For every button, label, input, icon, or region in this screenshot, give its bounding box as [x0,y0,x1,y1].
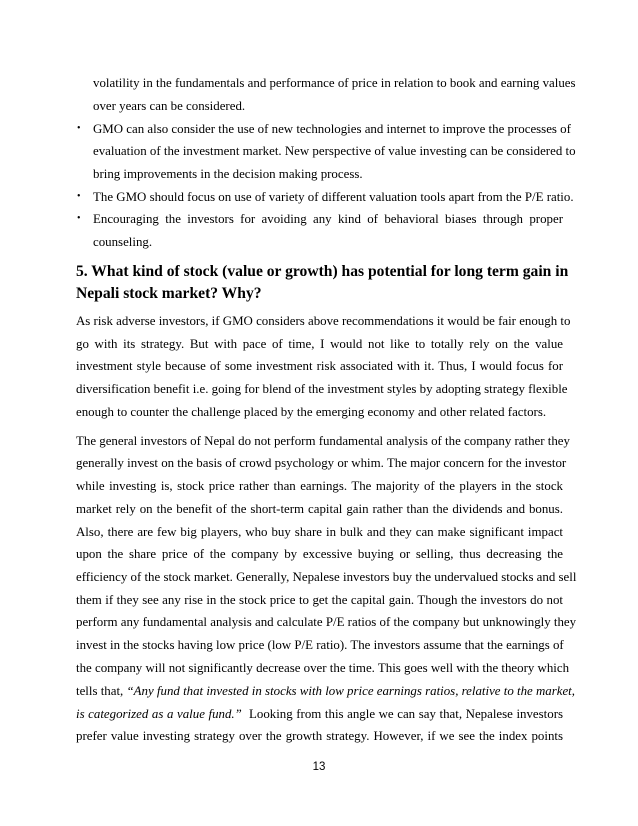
paragraph-line: go with its strategy. But with pace of time, I would not like to totally rely on the value [76,337,563,351]
bullet-icon: • [77,213,81,224]
text-line: volatility in the fundamentals and performance of price in relation to book and earning values [93,76,576,90]
bullet-text: GMO can also consider the use of new technologies and internet to improve the processes of [93,122,571,136]
paragraph-line: invest in the stocks having low price (low P/E ratio). The investors assume that the earnings of [76,638,564,652]
paragraph-line: diversification benefit i.e. going for blend of the investment styles by adopting strategy flexible [76,382,568,396]
bullet-text: Encouraging the investors for avoiding any kind of behavioral biases through proper [93,212,563,226]
paragraph-line: enough to counter the challenge placed by the emerging economy and other related factors. [76,405,547,419]
quote-text: “Any fund that invested in stocks with low price earnings ratios, relative to the market, [126,684,575,698]
paragraph-line-with-quote [76,706,563,722]
paragraph-line: them if they see any rise in the stock price to get the capital gain. Though the investors do not [76,593,563,607]
paragraph-line: generally invest on the basis of crowd psychology or whim. The major concern for the investor [76,456,567,470]
bullet-text: counseling. [93,235,153,249]
paragraph-line: prefer value investing strategy over the growth strategy. However, if we see the index points [76,729,563,743]
section-heading: Nepali stock market? Why? [76,285,262,302]
paragraph-line: As risk adverse investors, if GMO considers above recommendations it would be fair enough to [76,314,571,328]
paragraph-line: efficiency of the stock market. Generally, Nepalese investors buy the undervalued stocks and sell [76,570,577,584]
paragraph-line: investment style because of some investment risk associated with it. Thus, I would focus for [76,359,563,373]
bullet-icon: • [77,123,81,134]
quote-text: is categorized as a value fund.” [76,707,242,721]
paragraph-line: Also, there are few big players, who buy share in bulk and they can make significant impact [76,525,563,539]
bullet-text: bring improvements in the decision making process. [93,167,363,181]
bullet-text: The GMO should focus on use of variety of different valuation tools apart from the P/E ratio. [93,190,574,204]
bullet-icon: • [77,191,81,202]
paragraph-line: upon the share price of the company by excessive buying or selling, thus decreasing the [76,547,563,561]
paragraph-line: The general investors of Nepal do not perform fundamental analysis of the company rather they [76,434,570,448]
paragraph-line-with-quote [76,683,575,699]
quote-lead-text: tells that, [76,684,124,698]
page-number: 13 [312,761,326,773]
paragraph-line: market rely on the benefit of the short-term capital gain rather than the dividends and bonus. [76,502,563,516]
paragraph-line: perform any fundamental analysis and calculate P/E ratios of the company but unknowingly they [76,615,577,629]
bullet-text: evaluation of the investment market. New perspective of value investing can be considered to [93,144,576,158]
text-line: over years can be considered. [93,99,246,113]
section-heading: 5. What kind of stock (value or growth) has potential for long term gain in [76,263,569,280]
paragraph-line: while investing is, stock price rather than earnings. The majority of the players in the stock [76,479,563,493]
paragraph-line: the company will not significantly decrease over the time. This goes well with the theory which [76,661,570,675]
paragraph-text: Looking from this angle we can say that, Nepalese investors [249,707,564,721]
